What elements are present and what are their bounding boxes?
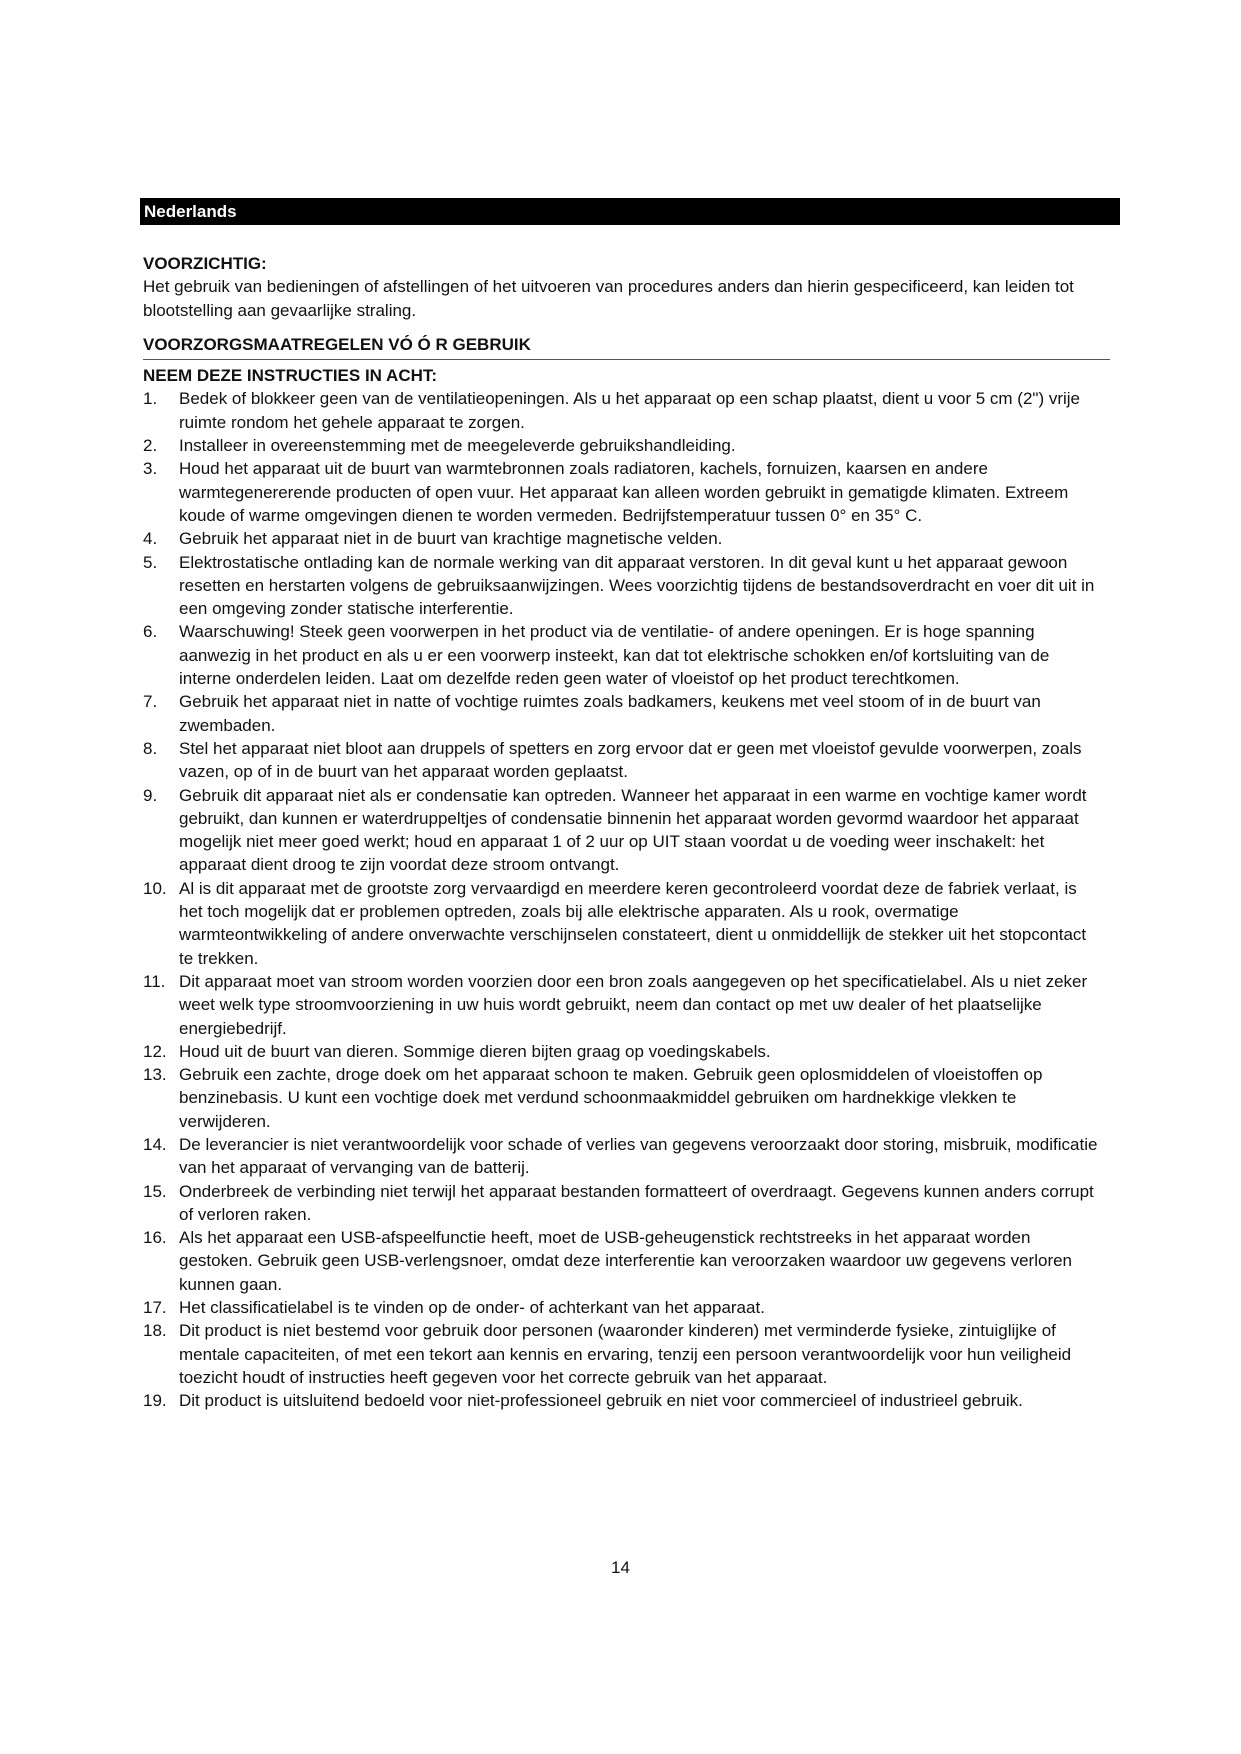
list-item-number: 6. <box>143 622 158 642</box>
list-item <box>143 970 1103 1040</box>
list-item-text: Houd uit de buurt van dieren. Sommige dieren bijten graag op voedingskabels. <box>179 1041 771 1061</box>
list-item <box>143 1226 1103 1296</box>
list-item-number: 15. <box>143 1181 167 1201</box>
list-item-text: Onderbreek de verbinding niet terwijl het apparaat bestanden formatteert of overdraagt. Gegevens kunnen anders corrupt of verloren raken. <box>179 1181 1094 1224</box>
list-item-text: Dit product is uitsluitend bedoeld voor niet-professioneel gebruik en niet voor commercieel of industrieel gebruik. <box>179 1391 1023 1411</box>
list-item <box>143 1296 1103 1319</box>
list-item-text: Waarschuwing! Steek geen voorwerpen in het product via de ventilatie- of andere openingen. Er is hoge spanning aanwezig in het product en als u er een voorwerp insteekt, kan dat tot elektrische schokken en/of kortsluiting van de interne onderdelen leiden. Laat om dezelfde reden geen water of vloeistof op het product terechtkomen. <box>179 622 1050 689</box>
list-item-text: Elektrostatische ontlading kan de normale werking van dit apparaat verstoren. In dit geval kunt u het apparaat gewoon resetten en herstarten volgens de gebruiksaanwijzingen. Wees voorzichtig tijdens de bestandsoverdracht en voer dit uit in een omgeving zonder statische interferentie. <box>179 552 1095 619</box>
list-item-text: Al is dit apparaat met de grootste zorg vervaardigd en meerdere keren gecontroleerd voordat deze de fabriek verlaat, is het toch mogelijk dat er problemen optreden, zoals bij alle elektrische apparaten. Als u rook, overmatige warmteontwikkeling of andere onverwachte verschijnselen constateert, dient u onmiddellijk de stekker uit het stopcontact te trekken. <box>179 878 1087 968</box>
list-item-number: 1. <box>143 389 158 409</box>
list-item <box>143 690 1103 737</box>
list-item-text: Installeer in overeenstemming met de meegeleverde gebruikshandleiding. <box>179 436 736 456</box>
list-item <box>143 1040 1103 1063</box>
list-item <box>143 387 1103 434</box>
list-item-number: 14. <box>143 1134 167 1154</box>
list-item-number: 16. <box>143 1228 167 1248</box>
list-item-text: Gebruik dit apparaat niet als er condensatie kan optreden. Wanneer het apparaat in een warme en vochtige kamer wordt gebruikt, dan kunnen er waterdruppeltjes of condensatie binnenin het apparaat worden gevormd waardoor het apparaat mogelijk niet meer goed werkt; houd en apparaat 1 of 2 uur op UIT staan voordat u de voeding weer inschakelt: het apparaat dient droog te zijn voordat deze stroom ontvangt. <box>179 785 1087 875</box>
list-item <box>143 1180 1103 1227</box>
list-item-number: 18. <box>143 1321 167 1341</box>
list-item-text: Het classificatielabel is te vinden op de onder- of achterkant van het apparaat. <box>179 1298 765 1318</box>
list-item-number: 7. <box>143 692 158 712</box>
list-item-text: Bedek of blokkeer geen van de ventilatieopeningen. Als u het apparaat op een schap plaatst, dient u voor 5 cm (2") vrije ruimte rondom het gehele apparaat te zorgen. <box>179 389 1080 432</box>
list-item-number: 11. <box>143 971 166 991</box>
list-item <box>143 1319 1103 1389</box>
caution-text: Het gebruik van bedieningen of afstellingen of het uitvoeren van procedures anders dan hierin gespecificeerd, kan leiden tot blootstelling aan gevaarlijke straling. <box>143 277 1074 320</box>
list-item <box>143 784 1103 877</box>
list-item <box>143 1133 1103 1180</box>
list-item-text: Houd het apparaat uit de buurt van warmtebronnen zoals radiatoren, kachels, fornuizen, kaarsen en andere warmtegenererende producten of open vuur. Het apparaat kan alleen worden gebruikt in gematigde klimaten. Extreem koude of warme omgevingen dienen te worden vermeden. Bedrijfstemperatuur tussen 0° en 35° C. <box>179 459 1069 525</box>
list-item-number: 12. <box>143 1041 167 1061</box>
page-number: 14 <box>611 1558 630 1577</box>
list-item-number: 5. <box>143 552 158 572</box>
list-item-text: De leverancier is niet verantwoordelijk voor schade of verlies van gegevens veroorzaakt door storing, misbruik, modificatie van het apparaat of vervanging van de batterij. <box>179 1134 1098 1178</box>
instruction-list <box>143 387 1103 1412</box>
list-item-text: Gebruik een zachte, droge doek om het apparaat schoon te maken. Gebruik geen oplosmiddelen of vloeistoffen op benzinebasis. U kunt een vochtige doek met verdund schoonmaakmiddel gebruiken om hardnekkige vlekken te verwijderen. <box>179 1065 1043 1131</box>
list-item <box>143 620 1103 690</box>
document-content <box>143 252 1103 1413</box>
list-item-text: Gebruik het apparaat niet in de buurt van krachtige magnetische velden. <box>179 529 723 549</box>
list-item-text: Gebruik het apparaat niet in natte of vochtige ruimtes zoals badkamers, keukens met veel stoom of in de buurt van zwembaden. <box>179 692 1041 735</box>
list-item-number: 3. <box>143 459 158 479</box>
list-item <box>143 527 1103 550</box>
caution-heading: VOORZICHTIG: <box>143 254 267 273</box>
list-item <box>143 1063 1103 1133</box>
list-item-number: 17. <box>143 1298 167 1318</box>
list-item-text: Dit product is niet bestemd voor gebruik door personen (waaronder kinderen) met verminderde fysieke, zintuiglijke of mentale capaciteiten, of met een tekort aan kennis en ervaring, tenzij een persoon verantwoordelijk voor hun veiligheid toezicht houdt of instructies heeft gegeven voor het correcte gebruik van het apparaat. <box>179 1321 1072 1387</box>
list-item <box>143 551 1103 621</box>
list-item <box>143 457 1103 527</box>
list-item-number: 19. <box>143 1391 167 1411</box>
list-item <box>143 1389 1103 1412</box>
list-item-number: 8. <box>143 738 158 758</box>
list-item-number: 10. <box>143 878 167 898</box>
instructions-heading: NEEM DEZE INSTRUCTIES IN ACHT: <box>143 366 438 386</box>
list-item-text: Als het apparaat een USB-afspeelfunctie heeft, moet de USB-geheugenstick rechtstreeks in het apparaat worden gestoken. Gebruik geen USB-verlengsnoer, omdat deze interferentie kan veroorzaken waardoor uw gegevens verloren kunnen gaan. <box>179 1228 1073 1294</box>
list-item-number: 4. <box>143 529 158 549</box>
list-item <box>143 434 1103 457</box>
language-header-bar: Nederlands <box>140 198 1120 225</box>
list-item-number: 9. <box>143 785 158 805</box>
list-item-text: Dit apparaat moet van stroom worden voorzien door een bron zoals aangegeven op het specificatielabel. Als u niet zeker weet welk type stroomvoorziening in uw huis wordt gebruikt, neem dan contact op met uw dealer of het plaatselijke energiebedrijf. <box>179 971 1088 1038</box>
precautions-heading: VOORZORGSMAATREGELEN VÓ Ó R GEBRUIK <box>143 333 1110 360</box>
list-item-number: 2. <box>143 436 158 456</box>
list-item <box>143 877 1103 970</box>
list-item-number: 13. <box>143 1065 167 1085</box>
list-item-text: Stel het apparaat niet bloot aan druppels of spetters en zorg ervoor dat er geen met vloeistof gevulde voorwerpen, zoals vazen, op of in de buurt van het apparaat worden geplaatst. <box>179 738 1082 782</box>
list-item <box>143 737 1103 784</box>
